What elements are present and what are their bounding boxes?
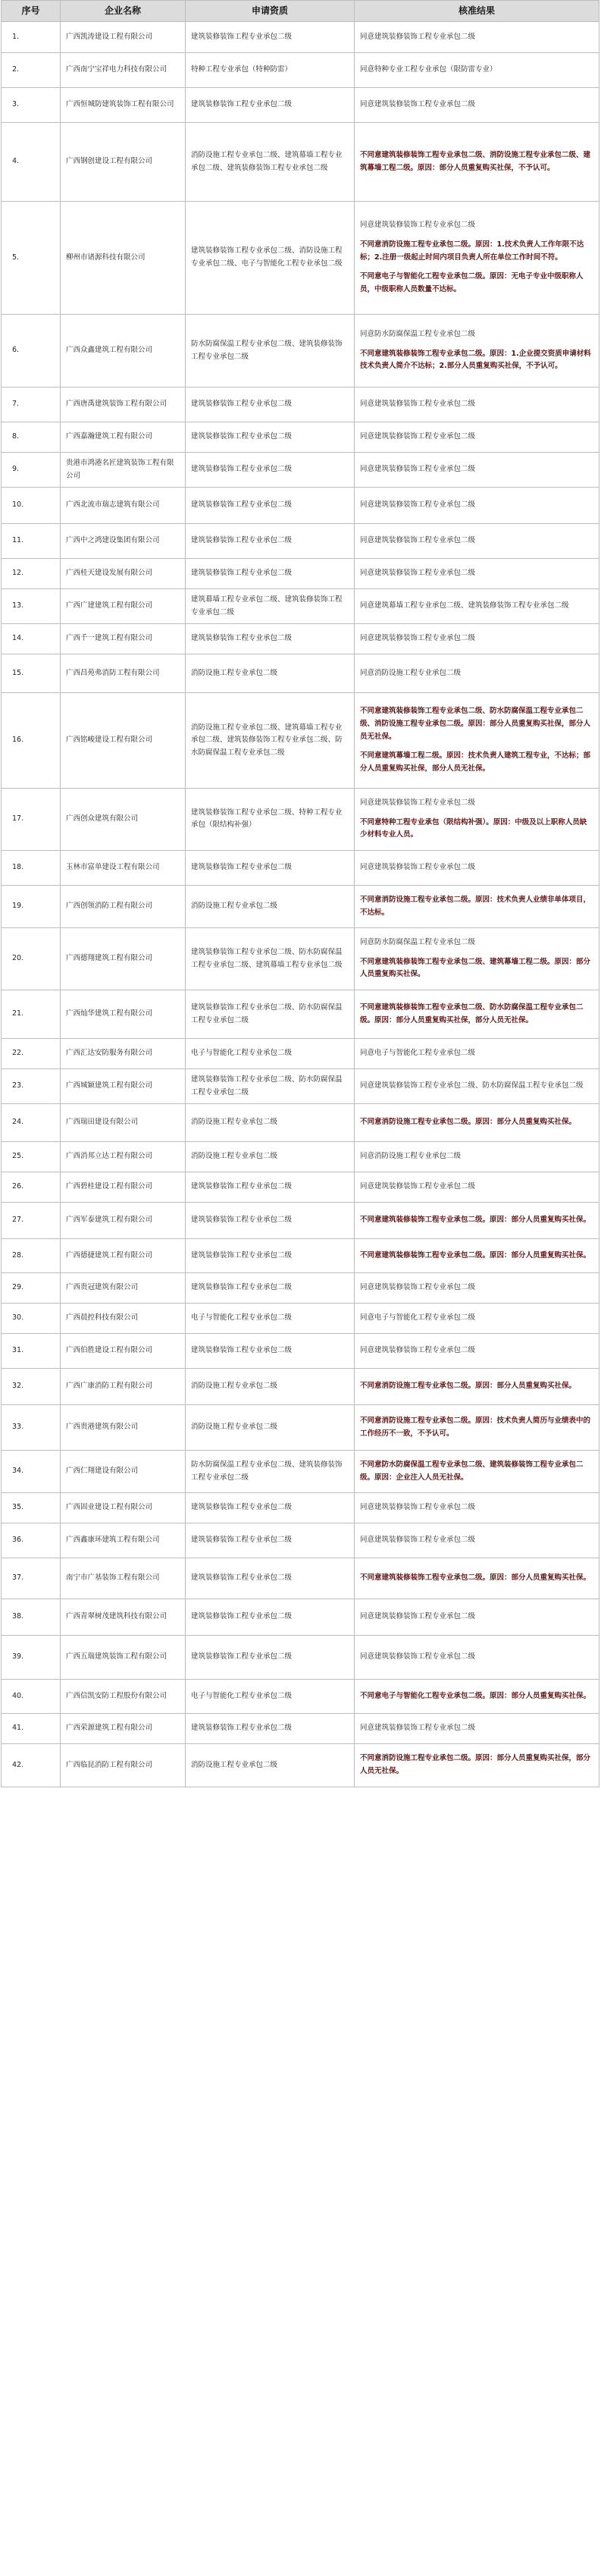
company-name: 广西碧桂建设工程有限公司 xyxy=(61,1172,186,1203)
company-name: 广西桂天建设发展有限公司 xyxy=(61,559,186,589)
applied-qualification: 消防设施工程专业承包二级 xyxy=(186,1104,355,1142)
company-name: 广西鑫康环建筑工程有限公司 xyxy=(61,1523,186,1558)
approval-result xyxy=(355,1451,599,1493)
applied-qualification: 建筑装修装饰工程专业承包二级 xyxy=(186,1493,355,1523)
result-rejected: 不同意建筑装修装饰工程专业承包二级。原因：1.企业提交资质申请材料技术负责人简介不达标；2.部分人员重复购买社保，不予认可。 xyxy=(360,349,591,371)
applied-qualification: 防水防腐保温工程专业承包二级、建筑装修装饰工程专业承包二级 xyxy=(186,1451,355,1493)
approval-result xyxy=(355,1680,599,1714)
table-body xyxy=(2,22,599,1787)
result-approved: 同意建筑装修装饰工程专业承包二级、防水防腐保温工程专业承包二级 xyxy=(360,1081,584,1090)
approval-result xyxy=(355,315,599,387)
approval-result xyxy=(355,88,599,123)
table-row xyxy=(2,1636,599,1680)
result-approved: 同意建筑装修装饰工程专业承包二级 xyxy=(360,1283,476,1292)
row-number: 17. xyxy=(2,789,61,851)
table-row xyxy=(2,1680,599,1714)
result-approved: 同意建筑装修装饰工程专业承包二级 xyxy=(360,536,476,545)
table-row xyxy=(2,1599,599,1636)
approval-result xyxy=(355,850,599,885)
applied-qualification: 建筑装修装饰工程专业承包二级、消防设施工程专业承包二级、电子与智能化工程专业承包二级 xyxy=(186,202,355,315)
company-name: 广西创众建筑有限公司 xyxy=(61,789,186,851)
table-row xyxy=(2,22,599,53)
row-number: 9. xyxy=(2,453,61,488)
company-name: 广西千一建筑工程有限公司 xyxy=(61,624,186,654)
company-name: 柳州市诸源科技有限公司 xyxy=(61,202,186,315)
result-rejected: 不同意消防设施工程专业承包二级。原因：技术负责人简历与业绩表中的工作经历不一致，不予认可。 xyxy=(360,1416,591,1438)
table-row xyxy=(2,1744,599,1787)
result-approved: 同意防水防腐保温工程专业承包二级 xyxy=(360,938,476,947)
table-row xyxy=(2,453,599,488)
applied-qualification: 建筑装修装饰工程专业承包二级 xyxy=(186,624,355,654)
applied-qualification: 建筑装修装饰工程专业承包二级 xyxy=(186,850,355,885)
result-approved: 同意建筑装修装饰工程专业承包二级 xyxy=(360,1724,476,1733)
company-name: 贵港市鸿港名匠建筑装饰工程有限公司 xyxy=(61,453,186,488)
row-number: 35. xyxy=(2,1493,61,1523)
result-rejected: 不同意消防设施工程专业承包二级。原因：1.技术负责人工作年限不达标；2.注册一级起止时间内项目负责人所在单位工作时间不符。 xyxy=(360,240,584,262)
result-rejected: 不同意建筑装修装饰工程专业承包二级、消防设施工程专业承包二级、建筑幕墙工程二级。原因：部分人员重复购买社保，不予认可。 xyxy=(360,150,591,172)
approval-result xyxy=(355,1172,599,1203)
row-number: 39. xyxy=(2,1636,61,1680)
applied-qualification: 电子与智能化工程专业承包二级 xyxy=(186,1680,355,1714)
table-row xyxy=(2,589,599,624)
result-rejected: 不同意特种工程专业承包（限结构补强）。原因：中级及以上职称人员缺少材料专业人员。 xyxy=(360,817,587,839)
result-rejected: 不同意建筑装修装饰工程专业承包二级。原因：部分人员重复购买社保。 xyxy=(360,1574,591,1583)
approval-result xyxy=(355,524,599,559)
table-row xyxy=(2,1405,599,1451)
row-number: 28. xyxy=(2,1239,61,1273)
row-number: 20. xyxy=(2,928,61,990)
row-number: 18. xyxy=(2,850,61,885)
applied-qualification: 建筑装修装饰工程专业承包二级 xyxy=(186,1203,355,1239)
result-approved: 同意建筑装修装饰工程专业承包二级 xyxy=(360,1182,476,1191)
row-number: 13. xyxy=(2,589,61,624)
row-number: 40. xyxy=(2,1680,61,1714)
approval-result xyxy=(355,1069,599,1104)
result-approved: 同意建筑装修装饰工程专业承包二级 xyxy=(360,1503,476,1512)
result-rejected: 不同意建筑装修装饰工程专业承包二级。原因：部分人员重复购买社保。 xyxy=(360,1250,591,1260)
result-approved: 同意建筑装修装饰工程专业承包二级 xyxy=(360,432,476,441)
applied-qualification: 消防设施工程专业承包二级 xyxy=(186,1142,355,1172)
table-row xyxy=(2,1039,599,1069)
approval-result xyxy=(355,1142,599,1172)
result-approved: 同意建筑装修装饰工程专业承包二级 xyxy=(360,569,476,578)
company-name: 广西北流市瑞志建筑有限公司 xyxy=(61,488,186,524)
approval-result xyxy=(355,1636,599,1680)
table-row xyxy=(2,1304,599,1334)
company-name: 广西荣源建筑工程有限公司 xyxy=(61,1714,186,1744)
header-qualification: 申请资质 xyxy=(186,1,355,22)
company-name: 广西凯涛建设工程有限公司 xyxy=(61,22,186,53)
header-no: 序号 xyxy=(2,1,61,22)
approval-result xyxy=(355,1273,599,1304)
approval-result xyxy=(355,1334,599,1369)
applied-qualification: 消防设施工程专业承包二级 xyxy=(186,1369,355,1405)
approval-result xyxy=(355,624,599,654)
applied-qualification: 特种工程专业承包（特种防雷） xyxy=(186,53,355,88)
row-number: 3. xyxy=(2,88,61,123)
company-name: 广西灿华建筑工程有限公司 xyxy=(61,990,186,1039)
approval-result xyxy=(355,559,599,589)
result-rejected: 不同意建筑幕墙工程二级。原因：技术负责人建筑工程专业，不达标；部分人员重复购买社保，部分人员无社保。 xyxy=(360,751,591,773)
row-number: 7. xyxy=(2,387,61,422)
result-rejected: 不同意建筑装修装饰工程专业承包二级。原因：部分人员重复购买社保。 xyxy=(360,1216,591,1225)
row-number: 37. xyxy=(2,1558,61,1599)
result-rejected: 不同意建筑装修装饰工程专业承包二级、防水防腐保温工程专业承包二级。原因：部分人员重复购买社保，部分人员无社保。 xyxy=(360,1002,584,1024)
table-header xyxy=(2,1,599,22)
applied-qualification: 建筑装修装饰工程专业承包二级、防水防腐保温工程专业承包二级 xyxy=(186,990,355,1039)
approval-result xyxy=(355,885,599,927)
company-name: 广西唐禹建筑装饰工程有限公司 xyxy=(61,387,186,422)
table-row xyxy=(2,1493,599,1523)
row-number: 21. xyxy=(2,990,61,1039)
applied-qualification: 建筑装修装饰工程专业承包二级 xyxy=(186,1172,355,1203)
applied-qualification: 消防设施工程专业承包二级 xyxy=(186,1744,355,1787)
applied-qualification: 建筑装修装饰工程专业承包二级 xyxy=(186,88,355,123)
company-name: 广西城颖建筑工程有限公司 xyxy=(61,1069,186,1104)
result-approved: 同意消防设施工程专业承包二级 xyxy=(360,668,462,677)
company-name: 广西德翔建筑工程有限公司 xyxy=(61,928,186,990)
approval-result xyxy=(355,1744,599,1787)
approval-result xyxy=(355,1039,599,1069)
row-number: 11. xyxy=(2,524,61,559)
approval-result xyxy=(355,123,599,202)
approval-result xyxy=(355,1523,599,1558)
approval-result xyxy=(355,654,599,693)
company-name: 广西德捷建筑工程有限公司 xyxy=(61,1239,186,1273)
row-number: 24. xyxy=(2,1104,61,1142)
company-name: 广西创领消防工程有限公司 xyxy=(61,885,186,927)
row-number: 4. xyxy=(2,123,61,202)
row-number: 23. xyxy=(2,1069,61,1104)
result-rejected: 不同意消防设施工程专业承包二级。原因：部分人员重复购买社保。 xyxy=(360,1118,577,1127)
row-number: 31. xyxy=(2,1334,61,1369)
table-row xyxy=(2,1203,599,1239)
company-name: 广西伯胜建设工程有限公司 xyxy=(61,1334,186,1369)
applied-qualification: 建筑装修装饰工程专业承包二级 xyxy=(186,1714,355,1744)
result-approved: 同意建筑装修装饰工程专业承包二级 xyxy=(360,1612,476,1621)
company-name: 广西广建建筑工程有限公司 xyxy=(61,589,186,624)
company-name: 广西贵冠建筑有限公司 xyxy=(61,1273,186,1304)
result-approved: 同意建筑装修装饰工程专业承包二级 xyxy=(360,100,476,109)
applied-qualification: 建筑装修装饰工程专业承包二级 xyxy=(186,422,355,453)
result-approved: 同意建筑装修装饰工程专业承包二级 xyxy=(360,32,476,41)
result-approved: 同意建筑装修装饰工程专业承包二级 xyxy=(360,221,476,230)
company-name: 广西众鑫建筑工程有限公司 xyxy=(61,315,186,387)
table-row xyxy=(2,1714,599,1744)
approval-result xyxy=(355,53,599,88)
applied-qualification: 建筑装修装饰工程专业承包二级 xyxy=(186,1334,355,1369)
applied-qualification: 防水防腐保温工程专业承包二级、建筑装修装饰工程专业承包二级 xyxy=(186,315,355,387)
company-name: 广西军泰建筑工程有限公司 xyxy=(61,1203,186,1239)
row-number: 27. xyxy=(2,1203,61,1239)
table-row xyxy=(2,1334,599,1369)
result-rejected: 不同意防水防腐保温工程专业承包二级、建筑装修装饰工程专业承包二级。原因：企业注入人员无社保。 xyxy=(360,1461,584,1482)
approval-result xyxy=(355,789,599,851)
approval-result xyxy=(355,202,599,315)
company-name: 广西贵港建筑有限公司 xyxy=(61,1405,186,1451)
company-name: 广西中之鸿建设集团有限公司 xyxy=(61,524,186,559)
table-row xyxy=(2,928,599,990)
row-number: 33. xyxy=(2,1405,61,1451)
row-number: 19. xyxy=(2,885,61,927)
approval-result xyxy=(355,1558,599,1599)
row-number: 41. xyxy=(2,1714,61,1744)
company-name: 广西昌苑弗消防工程有限公司 xyxy=(61,654,186,693)
applied-qualification: 电子与智能化工程专业承包二级 xyxy=(186,1304,355,1334)
table-row xyxy=(2,524,599,559)
row-number: 22. xyxy=(2,1039,61,1069)
row-number: 34. xyxy=(2,1451,61,1493)
result-approved: 同意建筑装修装饰工程专业承包二级 xyxy=(360,863,476,872)
result-rejected: 不同意消防设施工程专业承包二级。原因：部分人员重复购买社保，部分人员无社保。 xyxy=(360,1754,591,1775)
row-number: 12. xyxy=(2,559,61,589)
approval-result xyxy=(355,589,599,624)
applied-qualification: 建筑装修装饰工程专业承包二级、防水防腐保温工程专业承包二级、建筑幕墙工程专业承包二级 xyxy=(186,928,355,990)
company-name: 广西五瑞建筑装饰工程有限公司 xyxy=(61,1636,186,1680)
result-approved: 同意建筑装修装饰工程专业承包二级 xyxy=(360,465,476,474)
approval-result xyxy=(355,693,599,789)
company-name: 广西汇达安防服务有限公司 xyxy=(61,1039,186,1069)
result-rejected: 不同意建筑装修装饰工程专业承包二级、建筑幕墙工程二级。原因：部分人员重复购买社保。 xyxy=(360,957,591,979)
approval-result xyxy=(355,1714,599,1744)
table-row xyxy=(2,1523,599,1558)
approval-result xyxy=(355,1369,599,1405)
result-approved: 同意建筑装修装饰工程专业承包二级 xyxy=(360,1346,476,1355)
applied-qualification: 建筑装修装饰工程专业承包二级 xyxy=(186,524,355,559)
row-number: 42. xyxy=(2,1744,61,1787)
applied-qualification: 消防设施工程专业承包二级、建筑幕墙工程专业承包二级、建筑装修装饰工程专业承包二级 xyxy=(186,123,355,202)
result-approved: 同意建筑装修装饰工程专业承包二级 xyxy=(360,500,476,510)
approval-result xyxy=(355,928,599,990)
row-number: 32. xyxy=(2,1369,61,1405)
approval-result xyxy=(355,1493,599,1523)
result-approved: 同意电子与智能化工程专业承包二级 xyxy=(360,1313,476,1323)
result-approved: 同意建筑装修装饰工程专业承包二级 xyxy=(360,1652,476,1661)
row-number: 2. xyxy=(2,53,61,88)
row-number: 29. xyxy=(2,1273,61,1304)
applied-qualification: 建筑装修装饰工程专业承包二级、特种工程专业承包（限结构补强） xyxy=(186,789,355,851)
row-number: 36. xyxy=(2,1523,61,1558)
header-row xyxy=(2,1,599,22)
table-row xyxy=(2,990,599,1039)
table-row xyxy=(2,789,599,851)
applied-qualification: 建筑装修装饰工程专业承包二级 xyxy=(186,387,355,422)
company-name: 广西铭峻建设工程有限公司 xyxy=(61,693,186,789)
table-row xyxy=(2,488,599,524)
approval-result xyxy=(355,22,599,53)
header-company: 企业名称 xyxy=(61,1,186,22)
result-approved: 同意特种专业工程专业承包（限防雷专业） xyxy=(360,65,497,74)
company-name: 广西信凯安防工程股份有限公司 xyxy=(61,1680,186,1714)
table-row xyxy=(2,53,599,88)
result-rejected: 不同意消防设施工程专业承包二级。原因：技术负责人业绩非单体项目，不达标。 xyxy=(360,895,591,917)
applied-qualification: 建筑装修装饰工程专业承包二级 xyxy=(186,1599,355,1636)
row-number: 15. xyxy=(2,654,61,693)
row-number: 5. xyxy=(2,202,61,315)
company-name: 玉林市富单建设工程有限公司 xyxy=(61,850,186,885)
company-name: 南宁市广基装饰工程有限公司 xyxy=(61,1558,186,1599)
table-row xyxy=(2,1239,599,1273)
table-row xyxy=(2,1558,599,1599)
table-row xyxy=(2,1104,599,1142)
company-name: 广西瑞田建设有限公司 xyxy=(61,1104,186,1142)
applied-qualification: 建筑装修装饰工程专业承包二级 xyxy=(186,22,355,53)
approval-result xyxy=(355,1104,599,1142)
result-rejected: 不同意建筑装修装饰工程专业承包二级、防水防腐保温工程专业承包二级、消防设施工程专业承包二级。原因：部分人员重复购买社保，部分人员无社保。 xyxy=(360,707,591,741)
company-name: 广西固业建设工程有限公司 xyxy=(61,1493,186,1523)
result-approved: 同意建筑装修装饰工程专业承包二级 xyxy=(360,400,476,409)
result-approved: 同意建筑装修装饰工程专业承包二级 xyxy=(360,634,476,643)
table-row xyxy=(2,1172,599,1203)
applied-qualification: 建筑装修装饰工程专业承包二级 xyxy=(186,453,355,488)
header-result: 核准结果 xyxy=(355,1,599,22)
row-number: 14. xyxy=(2,624,61,654)
company-name: 广西临昆消防工程有限公司 xyxy=(61,1744,186,1787)
company-name: 广西青翠树茂建筑科技有限公司 xyxy=(61,1599,186,1636)
applied-qualification: 电子与智能化工程专业承包二级 xyxy=(186,1039,355,1069)
table-row xyxy=(2,1273,599,1304)
table-row xyxy=(2,885,599,927)
table-row xyxy=(2,1369,599,1405)
approval-result xyxy=(355,1599,599,1636)
applied-qualification: 消防设施工程专业承包二级 xyxy=(186,885,355,927)
applied-qualification: 建筑装修装饰工程专业承包二级 xyxy=(186,1523,355,1558)
applied-qualification: 建筑装修装饰工程专业承包二级 xyxy=(186,1558,355,1599)
table-row xyxy=(2,850,599,885)
result-approved: 同意建筑装修装饰工程专业承包二级 xyxy=(360,1536,476,1545)
table-row xyxy=(2,422,599,453)
row-number: 30. xyxy=(2,1304,61,1334)
table-row xyxy=(2,387,599,422)
applied-qualification: 建筑装修装饰工程专业承包二级 xyxy=(186,1636,355,1680)
applied-qualification: 消防设施工程专业承包二级 xyxy=(186,654,355,693)
row-number: 10. xyxy=(2,488,61,524)
company-name: 广西恒城防建筑装饰工程有限公司 xyxy=(61,88,186,123)
approval-result xyxy=(355,1405,599,1451)
table-row xyxy=(2,1451,599,1493)
approval-result xyxy=(355,1304,599,1334)
table-row xyxy=(2,315,599,387)
result-rejected: 不同意电子与智能化工程专业承包二级。原因：部分人员重复购买社保。 xyxy=(360,1691,591,1700)
row-number: 1. xyxy=(2,22,61,53)
applied-qualification: 消防设施工程专业承包二级 xyxy=(186,1405,355,1451)
table-row xyxy=(2,1069,599,1104)
result-rejected: 不同意消防设施工程专业承包二级。原因：部分人员重复购买社保。 xyxy=(360,1382,577,1391)
applied-qualification: 建筑幕墙工程专业承包二级、建筑装修装饰工程专业承包二级 xyxy=(186,589,355,624)
approval-result xyxy=(355,1239,599,1273)
approval-result xyxy=(355,488,599,524)
company-name: 广西钢创建设工程有限公司 xyxy=(61,123,186,202)
applied-qualification: 建筑装修装饰工程专业承包二级 xyxy=(186,1273,355,1304)
result-approved: 同意电子与智能化工程专业承包二级 xyxy=(360,1049,476,1058)
applied-qualification: 建筑装修装饰工程专业承包二级 xyxy=(186,488,355,524)
approval-result xyxy=(355,387,599,422)
approval-table xyxy=(1,0,599,1787)
table-row xyxy=(2,202,599,315)
company-name: 广西嘉瀚建筑工程有限公司 xyxy=(61,422,186,453)
result-approved: 同意建筑幕墙工程专业承包二级、建筑装修装饰工程专业承包二级 xyxy=(360,601,569,610)
row-number: 38. xyxy=(2,1599,61,1636)
company-name: 广西消邦立达工程有限公司 xyxy=(61,1142,186,1172)
company-name: 广西仁翔建设有限公司 xyxy=(61,1451,186,1493)
row-number: 8. xyxy=(2,422,61,453)
result-approved: 同意消防设施工程专业承包二级 xyxy=(360,1152,462,1161)
row-number: 26. xyxy=(2,1172,61,1203)
row-number: 25. xyxy=(2,1142,61,1172)
row-number: 6. xyxy=(2,315,61,387)
table-row xyxy=(2,88,599,123)
approval-result xyxy=(355,422,599,453)
table-row xyxy=(2,123,599,202)
company-name: 广西广康消防工程有限公司 xyxy=(61,1369,186,1405)
result-approved: 同意建筑装修装饰工程专业承包二级 xyxy=(360,799,476,807)
applied-qualification: 建筑装修装饰工程专业承包二级 xyxy=(186,559,355,589)
applied-qualification: 建筑装修装饰工程专业承包二级 xyxy=(186,1239,355,1273)
approval-result xyxy=(355,453,599,488)
table-row xyxy=(2,624,599,654)
table-row xyxy=(2,654,599,693)
approval-result xyxy=(355,1203,599,1239)
table-row xyxy=(2,1142,599,1172)
approval-result xyxy=(355,990,599,1039)
company-name: 广西南宁宝祥电力科技有限公司 xyxy=(61,53,186,88)
row-number: 16. xyxy=(2,693,61,789)
table-row xyxy=(2,559,599,589)
applied-qualification: 消防设施工程专业承包二级、建筑幕墙工程专业承包二级、建筑装修装饰工程专业承包二级、防水防腐保温工程专业承包二级 xyxy=(186,693,355,789)
applied-qualification: 建筑装修装饰工程专业承包二级、防水防腐保温工程专业承包二级 xyxy=(186,1069,355,1104)
table-row xyxy=(2,693,599,789)
result-rejected: 不同意电子与智能化工程专业承包二级。原因：无电子专业中级职称人员，中级职称人员数量不达标。 xyxy=(360,272,584,293)
result-approved: 同意防水防腐保温工程专业承包二级 xyxy=(360,330,476,339)
company-name: 广西晨控科技有限公司 xyxy=(61,1304,186,1334)
